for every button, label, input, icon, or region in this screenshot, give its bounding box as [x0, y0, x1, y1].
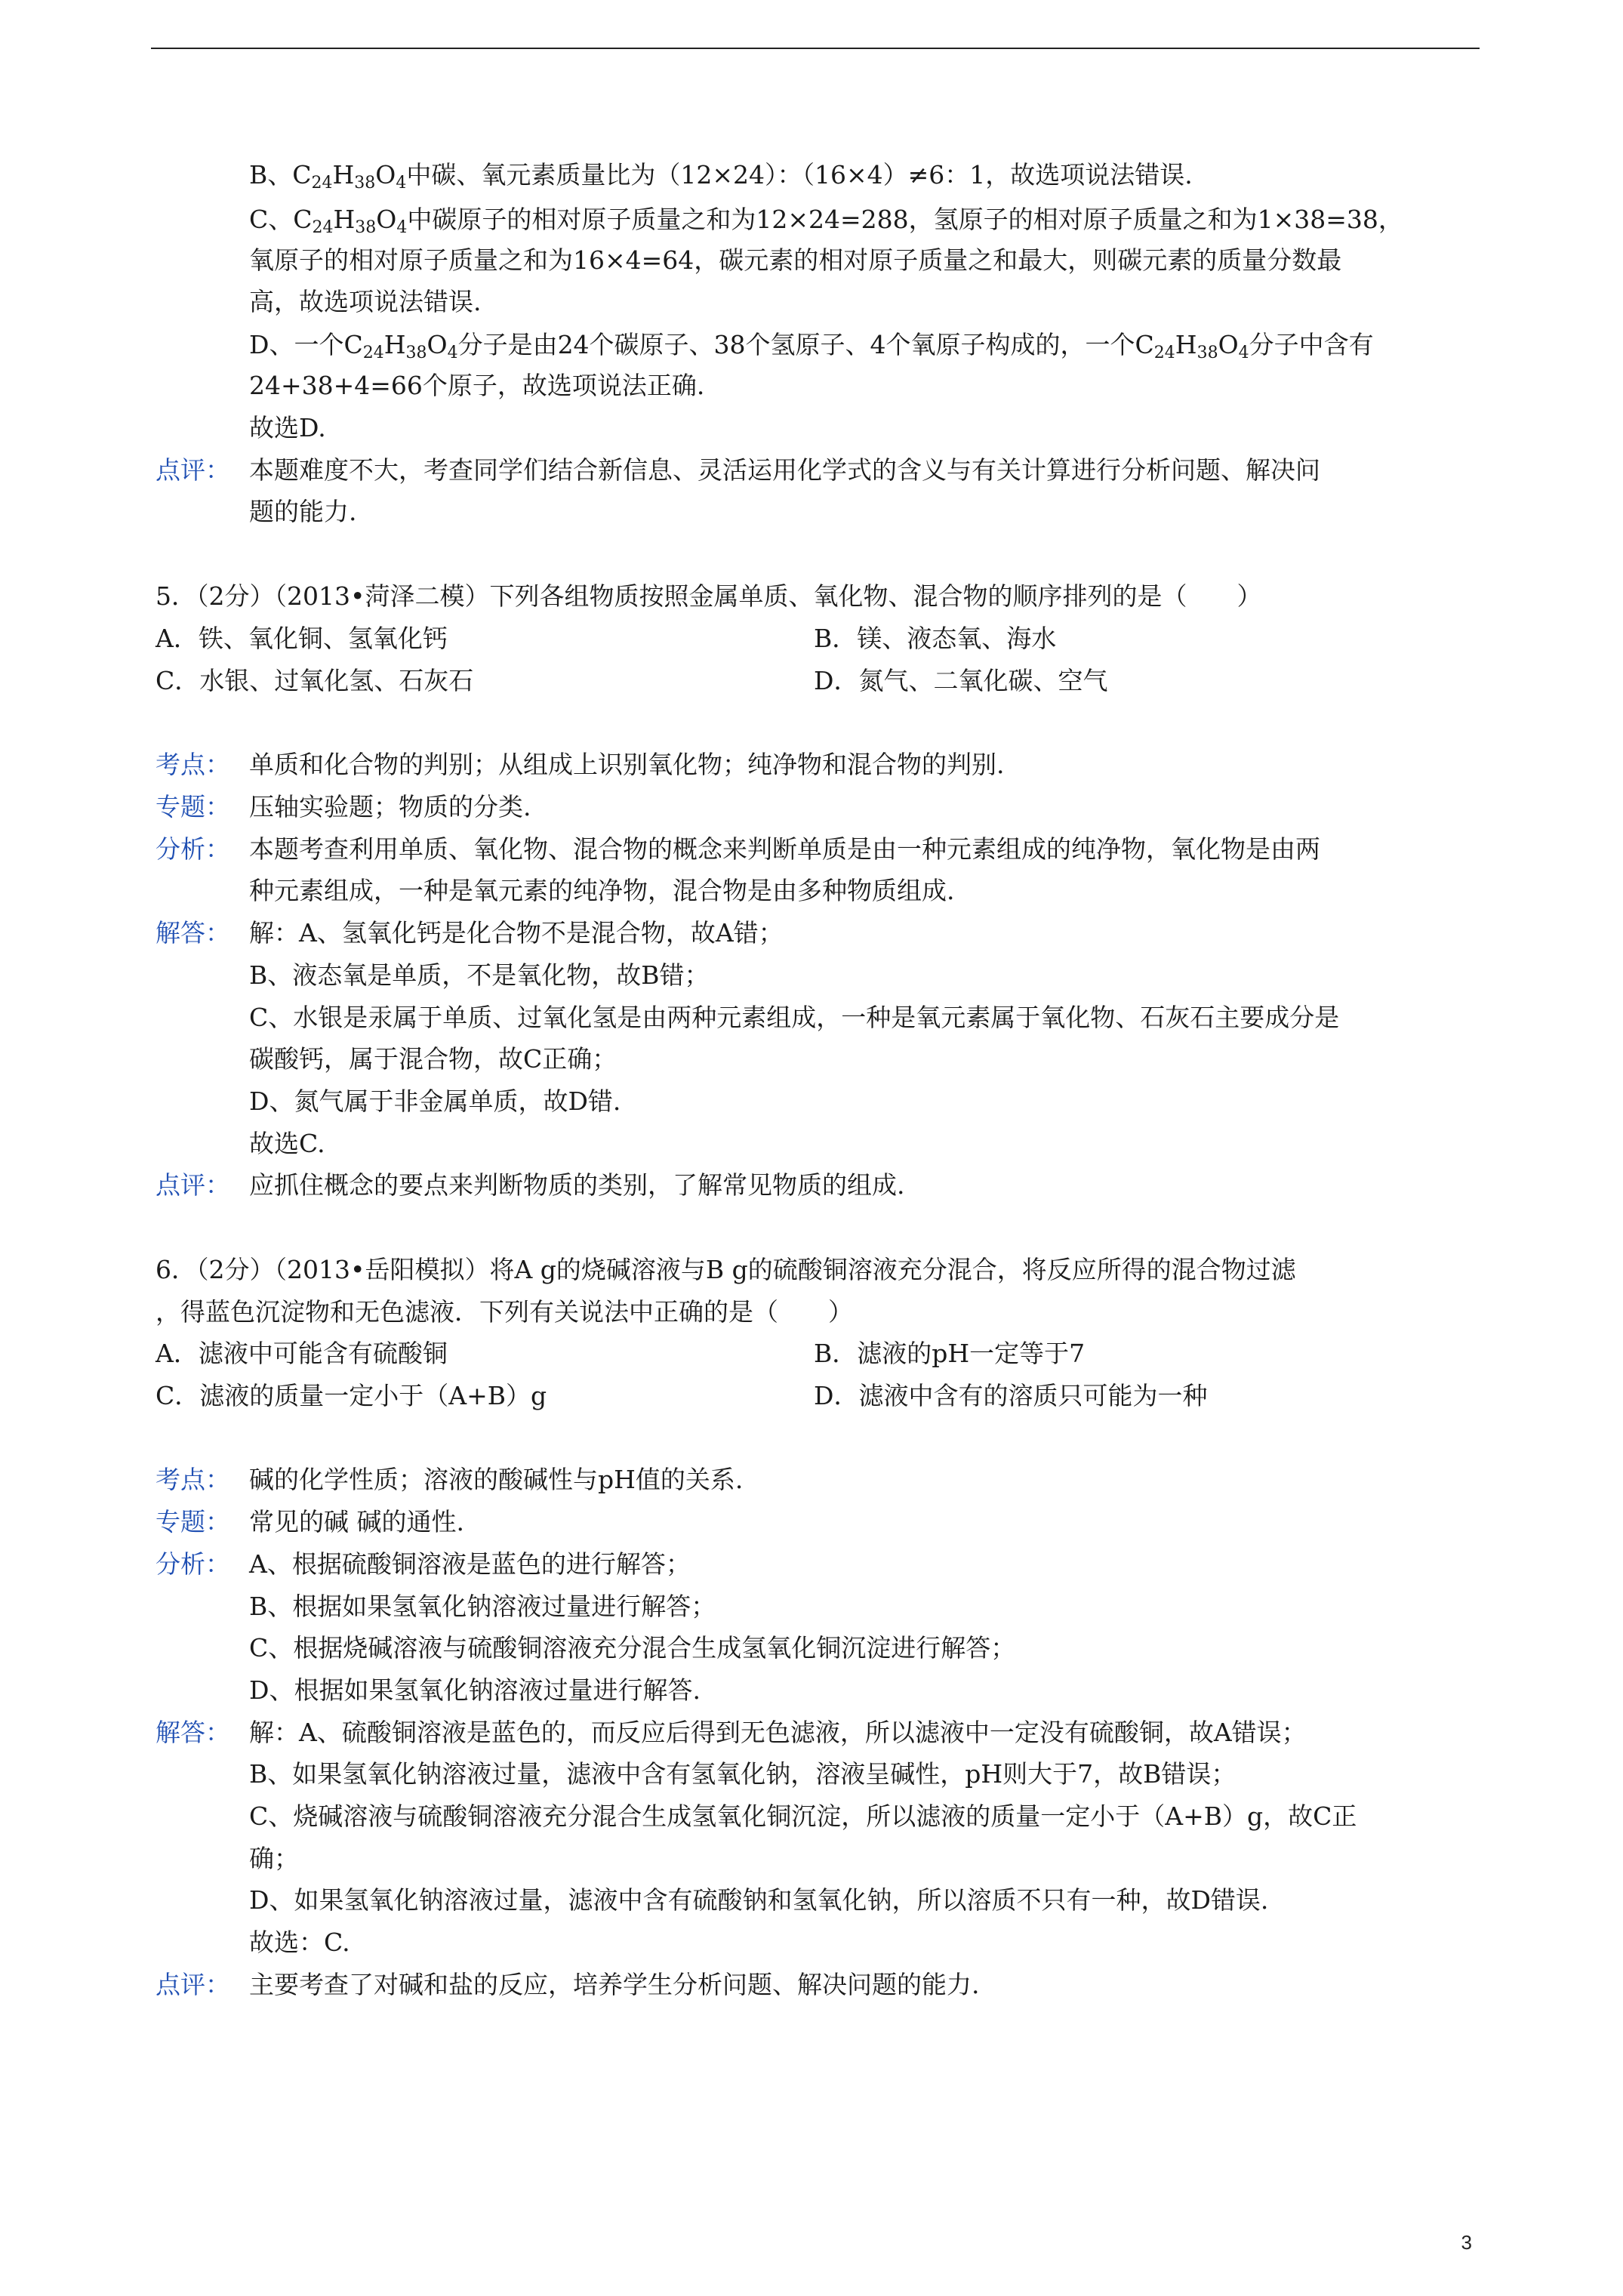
- q5-stem: 5．（2分）（2013•菏泽二模）下列各组物质按照金属单质、氧化物、混合物的顺序排列的是（ ）: [156, 581, 1262, 611]
- q6-dianping: 主要考查了对碱和盐的反应，培养学生分析问题、解决问题的能力.: [249, 1970, 980, 1999]
- q6-fenxi-label: 分析：: [156, 1549, 230, 1579]
- q5-zhuanti: 压轴实验题；物质的分类.: [249, 792, 531, 821]
- q5-jieda-label: 解答：: [156, 918, 230, 948]
- q5-dianping-label: 点评：: [156, 1170, 230, 1200]
- q5-jieda-line-5: D、氮气属于非金属单质，故D错.: [249, 1086, 621, 1116]
- q6-fenxi-line-4: D、根据如果氢氧化钠溶液过量进行解答.: [249, 1675, 701, 1705]
- q5-kaodian: 单质和化合物的判别；从组成上识别氧化物；纯净物和混合物的判别.: [249, 750, 1005, 779]
- q5-jieda-line-2: B、液态氧是单质，不是氧化物，故B错；: [249, 960, 710, 990]
- page-number: 3: [1461, 2231, 1472, 2254]
- q5-option-c: C．水银、过氧化氢、石灰石: [156, 666, 474, 695]
- q6-stem-line-2: ，得蓝色沉淀物和无色滤液．下列有关说法中正确的是（ ）: [156, 1297, 853, 1327]
- q6-zhuanti: 常见的碱 碱的通性.: [249, 1507, 464, 1536]
- answer-line-d2: 24+38+4=66个原子，故选项说法正确.: [249, 371, 705, 400]
- q5-fenxi-line-1: 本题考查利用单质、氧化物、混合物的概念来判断单质是由一种元素组成的纯净物，氧化物是由两: [249, 834, 1320, 864]
- q6-jieda-line-5: D、如果氢氧化钠溶液过量，滤液中含有硫酸钠和氢氧化钠，所以溶质不只有一种，故D错误.: [249, 1885, 1269, 1915]
- answer-line-b: B、$C_{24}H_{38}O_4$中碳、氧元素质量比为（12×24）：（16×4）≠6：1，故选项说法错误.: [249, 160, 1193, 193]
- comment-label: 点评：: [156, 455, 230, 485]
- q6-fenxi-line-1: A、根据硫酸铜溶液是蓝色的进行解答；: [249, 1549, 691, 1579]
- q5-jieda-line-1: 解：A、氢氧化钙是化合物不是混合物，故A错；: [249, 918, 784, 948]
- q6-fenxi-line-3: C、根据烧碱溶液与硫酸铜溶液充分混合生成氢氧化铜沉淀进行解答；: [249, 1633, 1016, 1663]
- q6-zhuanti-label: 专题：: [156, 1507, 230, 1536]
- answer-line-c3: 高，故选项说法错误.: [249, 287, 482, 316]
- header-rule: [151, 48, 1480, 49]
- q5-fenxi-line-2: 种元素组成，一种是氧元素的纯净物，混合物是由多种物质组成.: [249, 876, 955, 905]
- q6-jieda-label: 解答：: [156, 1718, 230, 1747]
- q6-option-d: D．滤液中含有的溶质只可能为一种: [814, 1381, 1208, 1410]
- answer-line-c2: 氧原子的相对原子质量之和为16×4=64，碳元素的相对原子质量之和最大，则碳元素的质量分数最: [249, 245, 1342, 275]
- comment-line-2: 题的能力.: [249, 497, 357, 526]
- q6-jieda-line-6: 故选：C.: [249, 1928, 350, 1957]
- q5-zhuanti-label: 专题：: [156, 792, 230, 821]
- q5-jieda-line-3: C、水银是汞属于单质、过氧化氢是由两种元素组成，一种是氧元素属于氧化物、石灰石主要成分是: [249, 1003, 1340, 1032]
- q6-fenxi-line-2: B、根据如果氢氧化钠溶液过量进行解答；: [249, 1592, 716, 1621]
- q6-option-c: C．滤液的质量一定小于（A+B）g: [156, 1381, 547, 1410]
- q5-jieda-line-4: 碳酸钙，属于混合物，故C正确；: [249, 1044, 617, 1074]
- q5-jieda-line-6: 故选C.: [249, 1129, 325, 1158]
- q5-option-d: D．氮气、二氧化碳、空气: [814, 666, 1108, 695]
- q5-option-a: A．铁、氧化铜、氢氧化钙: [156, 624, 448, 653]
- q6-jieda-line-2: B、如果氢氧化钠溶液过量，滤液中含有氢氧化钠，溶液呈碱性，pH则大于7，故B错误；: [249, 1759, 1236, 1789]
- q5-kaodian-label: 考点：: [156, 750, 230, 779]
- q6-dianping-label: 点评：: [156, 1970, 230, 1999]
- q6-option-b: B．滤液的pH一定等于7: [814, 1339, 1086, 1368]
- q6-jieda-line-1: 解：A、硫酸铜溶液是蓝色的，而反应后得到无色滤液，所以滤液中一定没有硫酸铜，故A错误；: [249, 1718, 1307, 1747]
- q6-jieda-line-4: 确；: [249, 1844, 299, 1873]
- q6-stem-line-1: 6．（2分）（2013•岳阳模拟）将A g的烧碱溶液与B g的硫酸铜溶液充分混合，将反应所得的混合物过滤: [156, 1255, 1296, 1284]
- q5-fenxi-label: 分析：: [156, 834, 230, 864]
- q6-jieda-line-3: C、烧碱溶液与硫酸铜溶液充分混合生成氢氧化铜沉淀，所以滤液的质量一定小于（A+B）g，故C正: [249, 1801, 1357, 1831]
- q6-kaodian-label: 考点：: [156, 1465, 230, 1494]
- answer-line-c1: C、$C_{24}H_{38}O_4$中碳原子的相对原子质量之和为12×24=288，氢原子的相对原子质量之和为1×38=38，: [249, 205, 1403, 237]
- q5-option-b: B．镁、液态氧、海水: [814, 624, 1057, 653]
- comment-line-1: 本题难度不大，考查同学们结合新信息、灵活运用化学式的含义与有关计算进行分析问题、解决问: [249, 455, 1320, 485]
- answer-line-d1: D、一个$C_{24}H_{38}O_4$分子是由24个碳原子、38个氢原子、4个氧原子构成的，一个$C_{24}H_{38}O_4$分子中含有: [249, 330, 1374, 362]
- q6-option-a: A．滤液中可能含有硫酸铜: [156, 1339, 448, 1368]
- q5-dianping: 应抓住概念的要点来判断物质的类别，了解常见物质的组成.: [249, 1170, 905, 1200]
- q6-kaodian: 碱的化学性质；溶液的酸碱性与pH值的关系.: [249, 1465, 744, 1494]
- answer-selection: 故选D.: [249, 413, 326, 442]
